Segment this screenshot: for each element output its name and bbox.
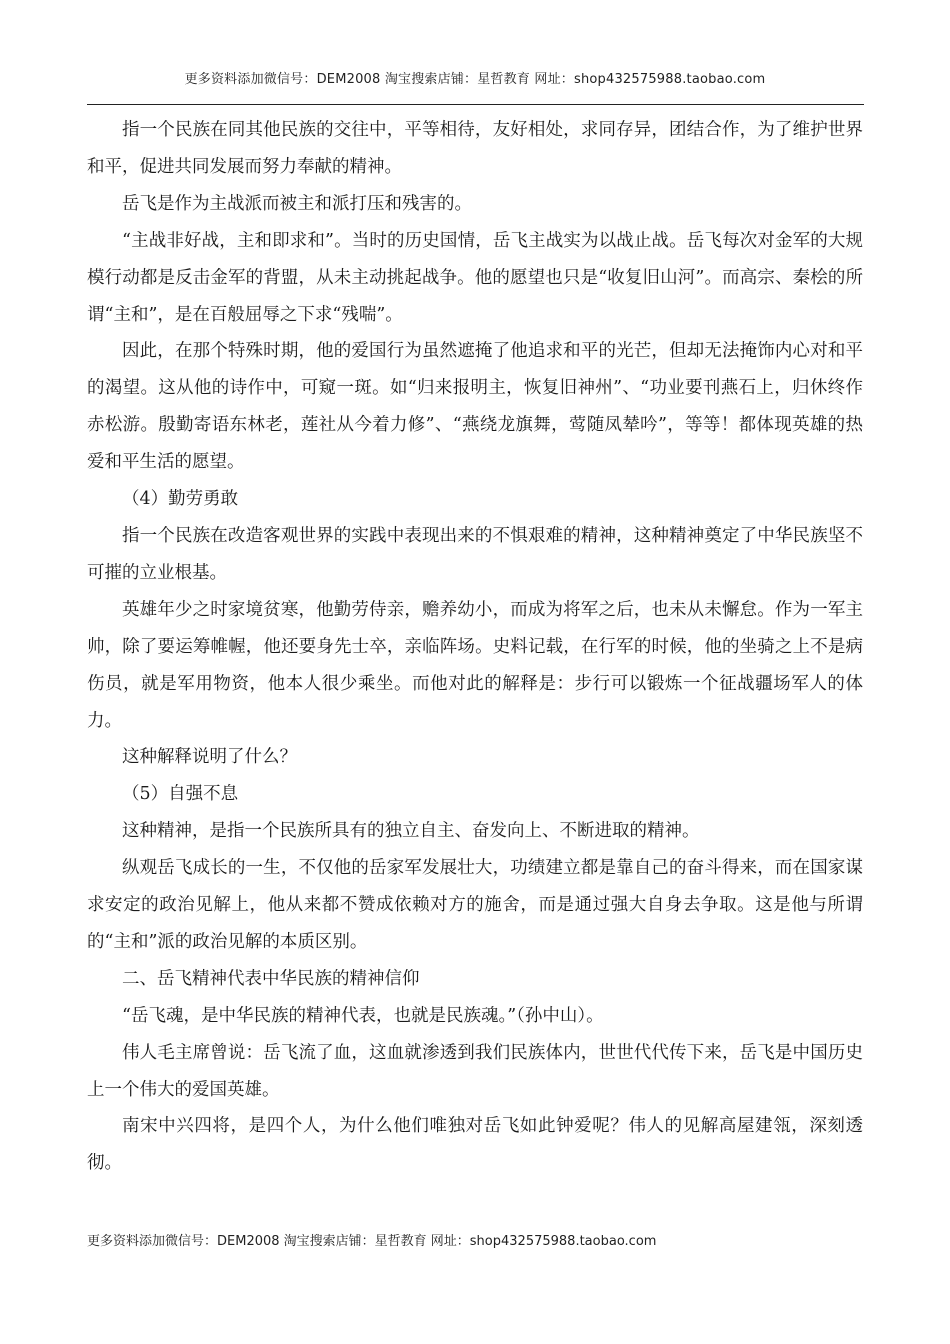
- paragraph-war-not-aggression: “主战非好战，主和即求和”。当时的历史国情，岳飞主战实为以战止战。岳飞每次对金军的大规模行动都是反击金军的背盟，从未主动挑起战争。他的愿望也只是“收复旧山河”。而高宗、秦桧的所谓“主和”，是在百般屈辱之下求“残喘”。: [87, 230, 863, 325]
- document-body: [87, 112, 863, 1182]
- paragraph-four-generals: 南宋中兴四将，是四个人，为什么他们唯独对岳飞如此钟爱呢？伟人的见解高屋建瓴，深刻透彻。: [87, 1116, 863, 1174]
- section-heading-self-improvement: （5）自强不息: [122, 784, 239, 805]
- paragraph-yuefei-main-war: 岳飞是作为主战派而被主和派打压和残害的。: [122, 193, 472, 214]
- paragraph-sun-quote: “岳飞魂，是中华民族的精神代表，也就是民族魂。”（孙中山）。: [122, 1005, 604, 1026]
- paragraph-question: 这种解释说明了什么？: [122, 747, 297, 768]
- paragraph-self-improvement-story: 纵观岳飞成长的一生，不仅他的岳家军发展壮大，功绩建立都是靠自己的奋斗得来，而在国家谋求安定的政治见解上，他从来都不赞成依赖对方的施舍，而是通过强大自身去争取。这是他与所谓的“主和”派的政治见解的本质区别。: [87, 858, 863, 952]
- page-header-text: 更多资料添加微信号：DEM2008 淘宝搜索店铺：星哲教育 网址：shop432575988.taobao.com: [184, 72, 766, 87]
- paragraph-poems-peace: 因此，在那个特殊时期，他的爱国行为虽然遮掩了他追求和平的光芒，但却无法掩饰内心对和平的渴望。这从他的诗作中，可窥一斑。如“归来报明主，恢复旧神州”、“功业要刊燕石上，归休终作赤松游。殷勤寄语东林老，莲社从今着力修”、“燕绕龙旗舞，莺随凤辇吟”，等等！都体现英雄的热爱和平生活的愿望。: [87, 341, 863, 473]
- paragraph-peace-definition: 指一个民族在同其他民族的交往中，平等相待，友好相处，求同存异，团结合作，为了维护世界和平，促进共同发展而努力奉献的精神。: [87, 120, 863, 177]
- page-footer-text: 更多资料添加微信号：DEM2008 淘宝搜索店铺：星哲教育 网址：shop432575988.taobao.com: [87, 1234, 657, 1249]
- section-heading-spirit-belief: 二、岳飞精神代表中华民族的精神信仰: [122, 968, 420, 989]
- paragraph-diligence-story: 英雄年少之时家境贫寒，他勤劳侍亲，赡养幼小，而成为将军之后，也未从未懈怠。作为一军主帅，除了要运筹帷幄，他还要身先士卒，亲临阵场。史料记载，在行军的时候，他的坐骑之上不是病伤员，就是军用物资，他本人很少乘坐。而他对此的解释是：步行可以锻炼一个征战疆场军人的体力。: [87, 599, 863, 731]
- paragraph-self-improvement-definition: 这种精神，是指一个民族所具有的独立自主、奋发向上、不断进取的精神。: [122, 821, 700, 842]
- paragraph-mao-quote: 伟人毛主席曾说：岳飞流了血，这血就渗透到我们民族体内，世世代代传下来，岳飞是中国历史上一个伟大的爱国英雄。: [87, 1042, 863, 1100]
- section-heading-diligence: （4）勤劳勇敢: [122, 489, 239, 510]
- paragraph-diligence-definition: 指一个民族在改造客观世界的实践中表现出来的不惧艰难的精神，这种精神奠定了中华民族坚不可摧的立业根基。: [87, 525, 863, 583]
- header-divider: [87, 104, 864, 105]
